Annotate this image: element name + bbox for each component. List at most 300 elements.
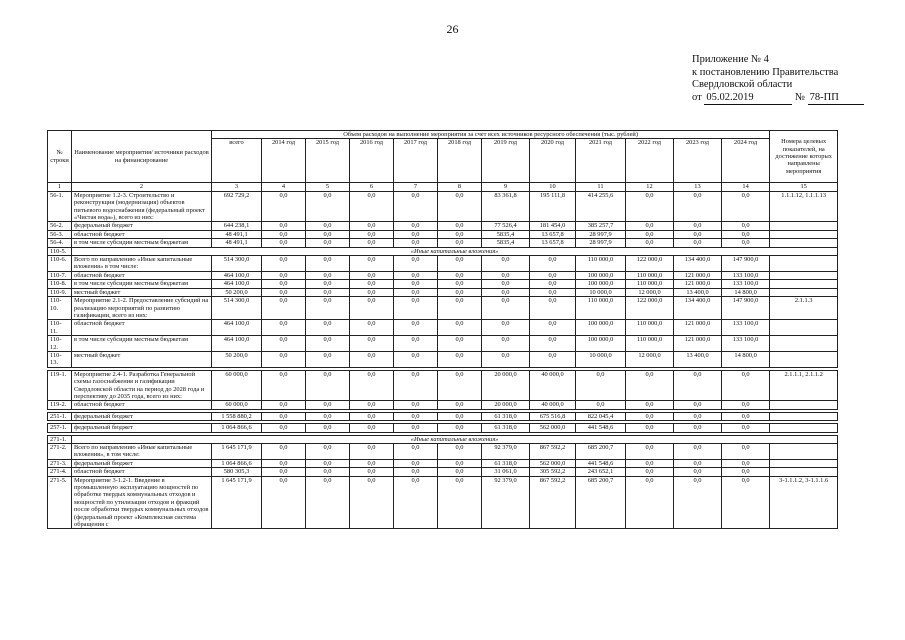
amount-cell: 867 592,2 xyxy=(530,476,576,529)
row-number: 271-4. xyxy=(48,468,72,476)
amount-cell: 0,0 xyxy=(626,191,674,222)
amount-cell: 13 657,8 xyxy=(530,230,576,238)
header-year: 2024 год xyxy=(722,139,770,183)
amount-cell: 110 000,0 xyxy=(626,280,674,288)
amount-cell: 0,0 xyxy=(350,256,394,272)
target-indicators xyxy=(770,320,838,336)
amount-cell: 0,0 xyxy=(438,336,482,352)
amount-cell: 0,0 xyxy=(306,424,350,432)
amount-cell: 0,0 xyxy=(722,468,770,476)
amount-cell: 100 000,0 xyxy=(576,320,626,336)
amount-cell: 0,0 xyxy=(306,222,350,230)
amount-cell: 0,0 xyxy=(350,370,394,401)
row-name: областной бюджет xyxy=(72,271,212,279)
amount-cell: 0,0 xyxy=(438,444,482,460)
amount-cell: 0,0 xyxy=(530,320,576,336)
amount-cell: 0,0 xyxy=(262,256,306,272)
amount-cell: 0,0 xyxy=(306,336,350,352)
decree-number: 78-ПП xyxy=(808,92,864,106)
amount-cell: 0,0 xyxy=(306,444,350,460)
amount-cell: 0,0 xyxy=(306,476,350,529)
amount-cell: 0,0 xyxy=(438,468,482,476)
amount-cell: 133 100,0 xyxy=(722,336,770,352)
amount-cell: 121 000,0 xyxy=(674,320,722,336)
row-number: 271-5. xyxy=(48,476,72,529)
row-name: федеральный бюджет xyxy=(72,222,212,230)
amount-cell: 14 800,0 xyxy=(722,288,770,296)
row-name: в том числе субсидии местным бюджетам xyxy=(72,280,212,288)
amount-cell: 0,0 xyxy=(530,256,576,272)
amount-cell: 0,0 xyxy=(722,401,770,409)
amount-cell: 0,0 xyxy=(350,459,394,467)
amount-cell: 5835,4 xyxy=(482,230,530,238)
amount-cell: 0,0 xyxy=(262,288,306,296)
amount-cell: 0,0 xyxy=(482,288,530,296)
target-indicators xyxy=(770,256,838,272)
amount-cell: 0,0 xyxy=(306,271,350,279)
target-indicators xyxy=(770,401,838,409)
amount-cell: 0,0 xyxy=(626,412,674,420)
amount-cell: 385 257,7 xyxy=(576,222,626,230)
amount-cell: 61 318,0 xyxy=(482,412,530,420)
amount-cell: 0,0 xyxy=(438,256,482,272)
amount-cell: 0,0 xyxy=(350,336,394,352)
amount-cell: 0,0 xyxy=(438,239,482,247)
amount-cell: 110 000,0 xyxy=(626,320,674,336)
table-row xyxy=(48,239,838,247)
amount-cell: 121 000,0 xyxy=(674,280,722,288)
amount-cell: 0,0 xyxy=(438,191,482,222)
target-indicators xyxy=(770,424,838,432)
amount-cell: 0,0 xyxy=(482,280,530,288)
row-number: 110-6. xyxy=(48,256,72,272)
target-indicators xyxy=(770,351,838,367)
column-number: 1 xyxy=(48,183,72,191)
amount-cell: 0,0 xyxy=(306,280,350,288)
header-year: 2020 год xyxy=(530,139,576,183)
amount-cell: 0,0 xyxy=(438,401,482,409)
amount-cell: 110 000,0 xyxy=(576,256,626,272)
amount-cell: 0,0 xyxy=(394,459,438,467)
row-number: 110-9. xyxy=(48,288,72,296)
amount-cell: 867 592,2 xyxy=(530,444,576,460)
amount-cell: 0,0 xyxy=(626,222,674,230)
header-volume: Объем расходов на выполнение мероприятия за счет всех источников ресурсного обеспечения (тыс. рублей) xyxy=(212,131,770,139)
amount-cell: 0,0 xyxy=(350,191,394,222)
row-name: Всего по направлению «Иные капитальные вложения» в том числе: xyxy=(72,256,212,272)
amount-cell: 414 255,6 xyxy=(576,191,626,222)
date-prefix: от xyxy=(692,91,702,103)
amount-cell: 60 000,0 xyxy=(212,370,262,401)
amount-cell: 110 000,0 xyxy=(626,336,674,352)
row-name: в том числе субсидии местным бюджетам xyxy=(72,336,212,352)
header-targets: Номера целевых показателей, на достижение которых направлены мероприятия xyxy=(770,131,838,183)
amount-cell: 110 000,0 xyxy=(576,297,626,320)
amount-cell: 0,0 xyxy=(262,370,306,401)
table-row xyxy=(48,424,838,432)
amount-cell: 1 645 171,9 xyxy=(212,444,262,460)
row-name: местный бюджет xyxy=(72,288,212,296)
amount-cell: 110 000,0 xyxy=(626,271,674,279)
header-name: Наименование мероприятия/ источники расходов на финансирование xyxy=(72,131,212,183)
amount-cell: 0,0 xyxy=(394,468,438,476)
amount-cell: 0,0 xyxy=(394,288,438,296)
amount-cell: 0,0 xyxy=(722,412,770,420)
target-indicators: 3-1.1.1.2, 3-1.1.1.6 xyxy=(770,476,838,529)
amount-cell: 0,0 xyxy=(674,459,722,467)
amount-cell: 0,0 xyxy=(530,271,576,279)
amount-cell: 0,0 xyxy=(626,239,674,247)
amount-cell: 0,0 xyxy=(722,459,770,467)
amount-cell: 692 729,2 xyxy=(212,191,262,222)
amount-cell: 243 652,1 xyxy=(576,468,626,476)
amount-cell: 0,0 xyxy=(262,297,306,320)
amount-cell: 0,0 xyxy=(674,468,722,476)
header-year: 2017 год xyxy=(394,139,438,183)
target-indicators xyxy=(770,412,838,420)
amount-cell: 0,0 xyxy=(306,256,350,272)
amount-cell: 31 061,0 xyxy=(482,468,530,476)
amount-cell: 0,0 xyxy=(350,468,394,476)
amount-cell: 514 300,0 xyxy=(212,256,262,272)
row-name: федеральный бюджет xyxy=(72,424,212,432)
column-number: 9 xyxy=(482,183,530,191)
target-indicators xyxy=(770,468,838,476)
amount-cell: 0,0 xyxy=(438,297,482,320)
header-year: 2015 год xyxy=(306,139,350,183)
row-number: 110-8. xyxy=(48,280,72,288)
amount-cell: 122 000,0 xyxy=(626,256,674,272)
header-year: 2016 год xyxy=(350,139,394,183)
header-year: 2018 год xyxy=(438,139,482,183)
amount-cell: 0,0 xyxy=(306,191,350,222)
target-indicators: 2.1.1.3 xyxy=(770,297,838,320)
table-row xyxy=(48,191,838,222)
amount-cell: 0,0 xyxy=(626,459,674,467)
appendix-date-line xyxy=(692,92,864,106)
amount-cell: 514 300,0 xyxy=(212,297,262,320)
table-row xyxy=(48,320,838,336)
amount-cell: 13 400,0 xyxy=(674,288,722,296)
table-row xyxy=(48,459,838,467)
amount-cell: 0,0 xyxy=(350,401,394,409)
amount-cell: 0,0 xyxy=(350,351,394,367)
amount-cell: 147 900,0 xyxy=(722,297,770,320)
amount-cell: 134 400,0 xyxy=(674,256,722,272)
decree-date: 05.02.2019 xyxy=(704,92,792,106)
target-indicators xyxy=(770,336,838,352)
amount-cell: 0,0 xyxy=(438,351,482,367)
table-row xyxy=(48,336,838,352)
row-number: 56-3. xyxy=(48,230,72,238)
amount-cell: 0,0 xyxy=(394,336,438,352)
amount-cell: 0,0 xyxy=(438,476,482,529)
amount-cell: 0,0 xyxy=(394,424,438,432)
column-number: 4 xyxy=(262,183,306,191)
amount-cell: 92 379,0 xyxy=(482,476,530,529)
row-name: областной бюджет xyxy=(72,320,212,336)
table-row xyxy=(48,280,838,288)
table-row xyxy=(48,370,838,401)
amount-cell: 0,0 xyxy=(530,336,576,352)
amount-cell: 0,0 xyxy=(262,239,306,247)
target-indicators xyxy=(770,288,838,296)
amount-cell: 20 000,0 xyxy=(482,370,530,401)
amount-cell: 0,0 xyxy=(394,401,438,409)
amount-cell: 10 000,0 xyxy=(576,288,626,296)
header-row-number: № строки xyxy=(48,131,72,183)
amount-cell: 60 000,0 xyxy=(212,401,262,409)
amount-cell: 562 000,0 xyxy=(530,424,576,432)
amount-cell: 0,0 xyxy=(626,401,674,409)
target-indicators xyxy=(770,239,838,247)
amount-cell: 0,0 xyxy=(482,297,530,320)
amount-cell: 0,0 xyxy=(438,280,482,288)
amount-cell: 0,0 xyxy=(262,230,306,238)
column-number: 2 xyxy=(72,183,212,191)
target-indicators xyxy=(770,444,838,460)
amount-cell: 0,0 xyxy=(262,351,306,367)
amount-cell: 10 000,0 xyxy=(576,351,626,367)
row-name: Мероприятие 3-1.2-1. Введение в промышленную эксплуатацию мощностей по обработке твердых коммунальных отходов и мощностей по утилизации отходов и фракций после обработки твердых коммунальных отходов (федеральный проект «Комплексная система обращения с xyxy=(72,476,212,529)
amount-cell: 464 100,0 xyxy=(212,271,262,279)
amount-cell: 580 305,3 xyxy=(212,468,262,476)
amount-cell: 685 200,7 xyxy=(576,444,626,460)
amount-cell: 0,0 xyxy=(394,476,438,529)
amount-cell: 83 361,8 xyxy=(482,191,530,222)
amount-cell: 0,0 xyxy=(674,222,722,230)
appendix-line-2: к постановлению Правительства xyxy=(692,66,839,78)
amount-cell: 100 000,0 xyxy=(576,271,626,279)
row-number: 119-1. xyxy=(48,370,72,401)
column-number: 8 xyxy=(438,183,482,191)
column-number: 12 xyxy=(626,183,674,191)
expenditure-table xyxy=(47,130,838,529)
row-name: федеральный бюджет xyxy=(72,412,212,420)
amount-cell: 0,0 xyxy=(262,444,306,460)
target-indicators xyxy=(770,280,838,288)
amount-cell: 0,0 xyxy=(394,191,438,222)
amount-cell: 0,0 xyxy=(674,424,722,432)
target-indicators xyxy=(770,459,838,467)
row-number: 110-11. xyxy=(48,320,72,336)
header-year: 2014 год xyxy=(262,139,306,183)
header-year: 2022 год xyxy=(626,139,674,183)
amount-cell: 0,0 xyxy=(262,280,306,288)
amount-cell: 0,0 xyxy=(530,297,576,320)
header-year: 2023 год xyxy=(674,139,722,183)
amount-cell: 20 000,0 xyxy=(482,401,530,409)
amount-cell: 134 400,0 xyxy=(674,297,722,320)
amount-cell: 0,0 xyxy=(626,424,674,432)
amount-cell: 0,0 xyxy=(262,424,306,432)
amount-cell: 0,0 xyxy=(262,468,306,476)
amount-cell: 0,0 xyxy=(394,222,438,230)
row-number: 257-1. xyxy=(48,424,72,432)
amount-cell: 195 111,8 xyxy=(530,191,576,222)
row-number: 110-10. xyxy=(48,297,72,320)
amount-cell: 13 400,0 xyxy=(674,351,722,367)
amount-cell: 0,0 xyxy=(674,412,722,420)
amount-cell: 0,0 xyxy=(306,230,350,238)
amount-cell: 685 200,7 xyxy=(576,476,626,529)
table-row xyxy=(48,222,838,230)
table-row xyxy=(48,351,838,367)
amount-cell: 0,0 xyxy=(482,320,530,336)
amount-cell: 562 000,0 xyxy=(530,459,576,467)
amount-cell: 0,0 xyxy=(350,280,394,288)
table-row xyxy=(48,401,838,409)
amount-cell: 28 997,9 xyxy=(576,230,626,238)
amount-cell: 0,0 xyxy=(394,280,438,288)
amount-cell: 0,0 xyxy=(350,412,394,420)
amount-cell: 1 064 866,6 xyxy=(212,459,262,467)
amount-cell: 0,0 xyxy=(306,459,350,467)
column-number: 14 xyxy=(722,183,770,191)
table-row xyxy=(48,247,838,255)
amount-cell: 0,0 xyxy=(262,336,306,352)
amount-cell: 0,0 xyxy=(626,476,674,529)
row-number: 271-3. xyxy=(48,459,72,467)
amount-cell: 0,0 xyxy=(350,444,394,460)
amount-cell: 61 318,0 xyxy=(482,459,530,467)
amount-cell: 0,0 xyxy=(674,370,722,401)
amount-cell: 0,0 xyxy=(438,230,482,238)
amount-cell: 0,0 xyxy=(626,230,674,238)
row-number: 56-2. xyxy=(48,222,72,230)
amount-cell: 77 526,4 xyxy=(482,222,530,230)
table-row xyxy=(48,476,838,529)
amount-cell: 12 000,0 xyxy=(626,351,674,367)
column-number: 6 xyxy=(350,183,394,191)
amount-cell: 0,0 xyxy=(482,271,530,279)
amount-cell: 122 000,0 xyxy=(626,297,674,320)
amount-cell: 0,0 xyxy=(722,424,770,432)
amount-cell: 0,0 xyxy=(438,459,482,467)
section-title: «Иные капитальные вложения» xyxy=(72,435,838,443)
amount-cell: 0,0 xyxy=(350,476,394,529)
amount-cell: 48 491,1 xyxy=(212,230,262,238)
amount-cell: 0,0 xyxy=(306,351,350,367)
header-year: 2019 год xyxy=(482,139,530,183)
amount-cell: 0,0 xyxy=(306,370,350,401)
amount-cell: 0,0 xyxy=(394,271,438,279)
amount-cell: 0,0 xyxy=(394,412,438,420)
amount-cell: 0,0 xyxy=(674,401,722,409)
amount-cell: 0,0 xyxy=(482,351,530,367)
amount-cell: 0,0 xyxy=(438,412,482,420)
amount-cell: 50 200,0 xyxy=(212,351,262,367)
amount-cell: 100 000,0 xyxy=(576,336,626,352)
amount-cell: 0,0 xyxy=(674,476,722,529)
amount-cell: 0,0 xyxy=(350,239,394,247)
amount-cell: 0,0 xyxy=(530,288,576,296)
table-row xyxy=(48,297,838,320)
amount-cell: 0,0 xyxy=(576,401,626,409)
row-name: областной бюджет xyxy=(72,468,212,476)
amount-cell: 0,0 xyxy=(722,230,770,238)
amount-cell: 181 454,0 xyxy=(530,222,576,230)
amount-cell: 0,0 xyxy=(722,370,770,401)
amount-cell: 0,0 xyxy=(482,336,530,352)
amount-cell: 0,0 xyxy=(262,320,306,336)
amount-cell: 121 000,0 xyxy=(674,271,722,279)
table-row xyxy=(48,256,838,272)
amount-cell: 50 200,0 xyxy=(212,288,262,296)
amount-cell: 0,0 xyxy=(262,222,306,230)
row-name: федеральный бюджет xyxy=(72,459,212,467)
amount-cell: 0,0 xyxy=(576,370,626,401)
amount-cell: 40 000,0 xyxy=(530,370,576,401)
amount-cell: 0,0 xyxy=(394,239,438,247)
amount-cell: 305 592,2 xyxy=(530,468,576,476)
appendix-line-3: Свердловской области xyxy=(692,79,793,90)
amount-cell: 644 238,1 xyxy=(212,222,262,230)
row-number: 56-4. xyxy=(48,239,72,247)
amount-cell: 441 548,6 xyxy=(576,424,626,432)
amount-cell: 0,0 xyxy=(262,271,306,279)
table-row xyxy=(48,435,838,443)
amount-cell: 0,0 xyxy=(438,320,482,336)
row-name: Мероприятие 2.4-1. Разработка Генеральной схемы газоснабжения и газификации Свердловской области на период до 2028 года и перспективу до 2035 года, всего из них: xyxy=(72,370,212,401)
column-number: 13 xyxy=(674,183,722,191)
amount-cell: 0,0 xyxy=(350,222,394,230)
amount-cell: 464 100,0 xyxy=(212,336,262,352)
row-number: 56-1. xyxy=(48,191,72,222)
amount-cell: 0,0 xyxy=(626,370,674,401)
amount-cell: 0,0 xyxy=(626,444,674,460)
row-number: 119-2. xyxy=(48,401,72,409)
amount-cell: 0,0 xyxy=(262,412,306,420)
appendix-title: Приложение № 4 xyxy=(692,54,769,65)
amount-cell: 0,0 xyxy=(394,444,438,460)
column-number: 10 xyxy=(530,183,576,191)
table-row xyxy=(48,230,838,238)
table-row xyxy=(48,444,838,460)
amount-cell: 0,0 xyxy=(394,320,438,336)
amount-cell: 133 100,0 xyxy=(722,271,770,279)
amount-cell: 40 000,0 xyxy=(530,401,576,409)
amount-cell: 121 000,0 xyxy=(674,336,722,352)
amount-cell: 0,0 xyxy=(306,320,350,336)
amount-cell: 0,0 xyxy=(306,297,350,320)
amount-cell: 0,0 xyxy=(394,230,438,238)
table-row xyxy=(48,412,838,420)
column-number: 3 xyxy=(212,183,262,191)
amount-cell: 0,0 xyxy=(394,351,438,367)
amount-cell: 0,0 xyxy=(394,256,438,272)
amount-cell: 0,0 xyxy=(722,444,770,460)
amount-cell: 0,0 xyxy=(674,444,722,460)
amount-cell: 0,0 xyxy=(722,476,770,529)
amount-cell: 464 100,0 xyxy=(212,320,262,336)
amount-cell: 28 997,9 xyxy=(576,239,626,247)
amount-cell: 0,0 xyxy=(530,351,576,367)
amount-cell: 0,0 xyxy=(350,297,394,320)
amount-cell: 1 558 880,2 xyxy=(212,412,262,420)
amount-cell: 0,0 xyxy=(626,468,674,476)
amount-cell: 0,0 xyxy=(438,424,482,432)
amount-cell: 0,0 xyxy=(438,370,482,401)
amount-cell: 0,0 xyxy=(350,230,394,238)
amount-cell: 0,0 xyxy=(722,239,770,247)
amount-cell: 0,0 xyxy=(722,191,770,222)
amount-cell: 0,0 xyxy=(306,239,350,247)
amount-cell: 147 900,0 xyxy=(722,256,770,272)
amount-cell: 0,0 xyxy=(394,297,438,320)
amount-cell: 0,0 xyxy=(438,271,482,279)
target-indicators: 2.1.1.1, 2.1.1.2 xyxy=(770,370,838,401)
